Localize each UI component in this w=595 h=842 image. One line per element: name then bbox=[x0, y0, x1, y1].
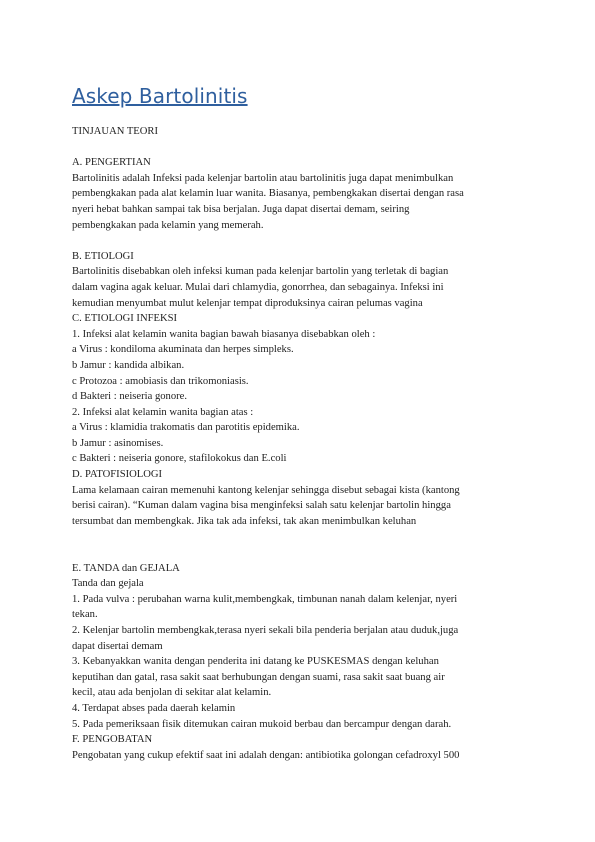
page-title[interactable]: Askep Bartolinitis bbox=[72, 84, 248, 108]
heading-patofisiologi: D. PATOFISIOLOGI bbox=[72, 469, 163, 481]
heading-tanda-gejala: E. TANDA dan GEJALA bbox=[72, 562, 180, 574]
list-item: c Protozoa : amobiasis dan trikomoniasis. bbox=[72, 375, 249, 387]
paragraph-line: pembengkakan pada alat kelamin luar wanita. Biasanya, pembengkakan disertai dengan rasa bbox=[72, 188, 464, 200]
list-item: d Bakteri : neiseria gonore. bbox=[72, 391, 188, 403]
heading-pengertian: A. PENGERTIAN bbox=[72, 157, 151, 169]
list-item: 5. Pada pemeriksaan fisik ditemukan cairan mukoid berbau dan bercampur dengan darah. bbox=[72, 718, 452, 730]
heading-etiologi-infeksi: C. ETIOLOGI INFEKSI bbox=[72, 313, 178, 325]
paragraph-line: tersumbat dan membengkak. Jika tak ada infeksi, tak akan menimbulkan keluhan bbox=[72, 515, 417, 527]
list-item: 3. Kebanyakkan wanita dengan penderita ini datang ke PUSKESMAS dengan keluhan bbox=[72, 656, 439, 668]
paragraph-line: pembengkakan pada kelamin yang memerah. bbox=[72, 219, 264, 231]
paragraph-line: Lama kelamaan cairan memenuhi kantong kelenjar sehingga disebut sebagai kista (kantong bbox=[72, 484, 460, 496]
heading-etiologi: B. ETIOLOGI bbox=[72, 250, 134, 262]
list-item: a Virus : klamidia trakomatis dan parotitis epidemika. bbox=[72, 422, 300, 434]
paragraph-line: dalam vagina agak keluar. Mulai dari chlamydia, gonorrhea, dan sebagainya. Infeksi ini bbox=[72, 281, 444, 293]
list-item: kecil, atau ada benjolan di sekitar alat kelamin. bbox=[72, 687, 272, 699]
list-item: c Bakteri : neiseria gonore, stafilokokus dan E.coli bbox=[72, 453, 287, 465]
document-body bbox=[72, 124, 524, 763]
paragraph-line: Tanda dan gejala bbox=[72, 578, 144, 590]
list-item: dapat disertai demam bbox=[72, 640, 163, 652]
paragraph-line: nyeri hebat bahkan sampai tak bisa berjalan. Juga dapat disertai demam, seiring bbox=[72, 203, 410, 215]
list-item: b Jamur : asinomises. bbox=[72, 437, 164, 449]
paragraph-line: Bartolinitis adalah Infeksi pada kelenjar bartolin atau bartolinitis juga dapat menimbulkan bbox=[72, 172, 454, 184]
paragraph-line: Bartolinitis disebabkan oleh infeksi kuman pada kelenjar bartolin yang terletak di bagian bbox=[72, 266, 449, 278]
paragraph-line: Pengobatan yang cukup efektif saat ini adalah dengan: antibiotika golongan cefadroxyl 500 bbox=[72, 749, 460, 761]
paragraph-line: kemudian menyumbat mulut kelenjar tempat diproduksinya cairan pelumas vagina bbox=[72, 297, 423, 309]
paragraph-line: berisi cairan). “Kuman dalam vagina bisa menginfeksi salah satu kelenjar bartolin hingga bbox=[72, 500, 451, 512]
list-item: 4. Terdapat abses pada daerah kelamin bbox=[72, 702, 236, 714]
list-item: tekan. bbox=[72, 609, 98, 621]
list-item: keputihan dan gatal, rasa sakit saat berhubungan dengan suami, rasa sakit saat buang air bbox=[72, 671, 445, 683]
heading-tinjauan-teori: TINJAUAN TEORI bbox=[72, 126, 159, 137]
list-item: 2. Infeksi alat kelamin wanita bagian atas : bbox=[72, 406, 254, 418]
heading-pengobatan: F. PENGOBATAN bbox=[72, 734, 153, 746]
list-item: 1. Infeksi alat kelamin wanita bagian bawah biasanya disebabkan oleh : bbox=[72, 328, 376, 340]
list-item: 2. Kelenjar bartolin membengkak,terasa nyeri sekali bila penderia berjalan atau duduk,juga bbox=[72, 625, 459, 636]
list-item: 1. Pada vulva : perubahan warna kulit,membengkak, timbunan nanah dalam kelenjar, nyeri bbox=[72, 593, 458, 605]
list-item: a Virus : kondiloma akuminata dan herpes simpleks. bbox=[72, 344, 294, 356]
list-item: b Jamur : kandida albikan. bbox=[72, 359, 185, 371]
